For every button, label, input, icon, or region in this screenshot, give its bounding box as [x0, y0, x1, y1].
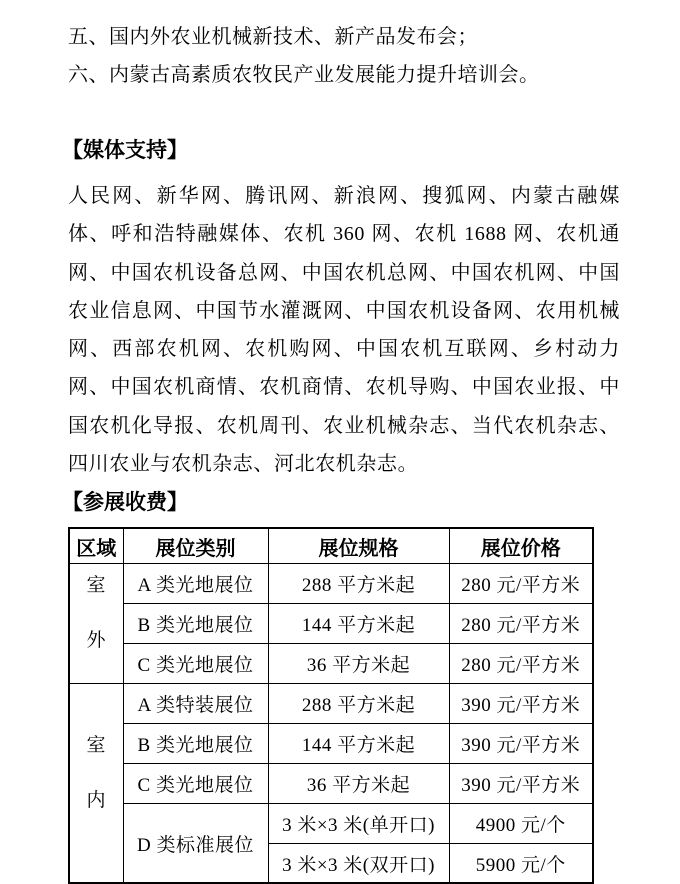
- booth-spec-cell: 3 米×3 米(单开口): [268, 803, 449, 843]
- list-item-6: 六、内蒙古高素质农牧民产业发展能力提升培训会。: [68, 64, 540, 86]
- fees-table: [68, 527, 594, 884]
- booth-price-cell: 280 元/平方米: [449, 603, 593, 643]
- col-header-booth-price: 展位价格: [449, 528, 593, 563]
- media-support-heading: 【媒体支持】: [62, 139, 188, 162]
- booth-type-cell: B 类光地展位: [123, 723, 268, 763]
- booth-type-cell: A 类光地展位: [123, 563, 268, 603]
- area-cell-outdoor: [69, 563, 123, 683]
- col-header-area: 区域: [69, 528, 123, 563]
- table-row-indoor-b: [69, 723, 593, 763]
- table-row-indoor-a: [69, 683, 593, 723]
- area-label-indoor: 室 内: [86, 735, 106, 812]
- booth-spec-cell: 144 平方米起: [268, 723, 449, 763]
- booth-spec-cell: 3 米×3 米(双开口): [268, 843, 449, 883]
- table-header-row: [69, 528, 593, 563]
- table-row-outdoor-b: [69, 603, 593, 643]
- booth-spec-cell: 36 平方米起: [268, 643, 449, 683]
- booth-spec-cell: 288 平方米起: [268, 563, 449, 603]
- booth-spec-cell: 288 平方米起: [268, 683, 449, 723]
- col-header-booth-spec: 展位规格: [268, 528, 449, 563]
- booth-price-cell: 280 元/平方米: [449, 643, 593, 683]
- document-content: [62, 0, 620, 884]
- booth-price-cell: 390 元/平方米: [449, 763, 593, 803]
- booth-price-cell: 390 元/平方米: [449, 683, 593, 723]
- booth-type-cell: C 类光地展位: [123, 763, 268, 803]
- booth-type-cell-d: D 类标准展位: [123, 803, 268, 883]
- booth-spec-cell: 144 平方米起: [268, 603, 449, 643]
- booth-price-cell: 4900 元/个: [449, 803, 593, 843]
- booth-type-cell: C 类光地展位: [123, 643, 268, 683]
- booth-price-cell: 390 元/平方米: [449, 723, 593, 763]
- media-support-paragraph: 人民网、新华网、腾讯网、新浪网、搜狐网、内蒙古融媒体、呼和浩特融媒体、农机 360 网、农机 1688 网、农机通网、中国农机设备总网、中国农机总网、中国农机网、中国农业信息网、中国节水灌溉网、中国农机设备网、农用机械网、西部农机网、农机购网、中国农机互联网、乡村动力网、中国农机商情、农机商情、农机导购、中国农业报、中国农机化导报、农机周刊、农业机械杂志、当代农机杂志、四川农业与农机杂志、河北农机杂志。: [68, 185, 620, 476]
- booth-price-cell: 280 元/平方米: [449, 563, 593, 603]
- exhibition-fees-heading: 【参展收费】: [62, 491, 188, 515]
- area-cell-indoor: [69, 683, 123, 883]
- table-row-outdoor-a: [69, 563, 593, 603]
- booth-type-cell: A 类特装展位: [123, 683, 268, 723]
- list-item-5: 五、国内外农业机械新技术、新产品发布会；: [68, 26, 478, 48]
- booth-type-cell: B 类光地展位: [123, 603, 268, 643]
- table-row-indoor-d-single: [69, 803, 593, 843]
- numbered-list: [68, 0, 620, 94]
- booth-price-cell: 5900 元/个: [449, 843, 593, 883]
- booth-spec-cell: 36 平方米起: [268, 763, 449, 803]
- table-row-indoor-c: [69, 763, 593, 803]
- table-row-outdoor-c: [69, 643, 593, 683]
- area-label-outdoor: 室 外: [86, 575, 106, 652]
- col-header-booth-type: 展位类别: [123, 528, 268, 563]
